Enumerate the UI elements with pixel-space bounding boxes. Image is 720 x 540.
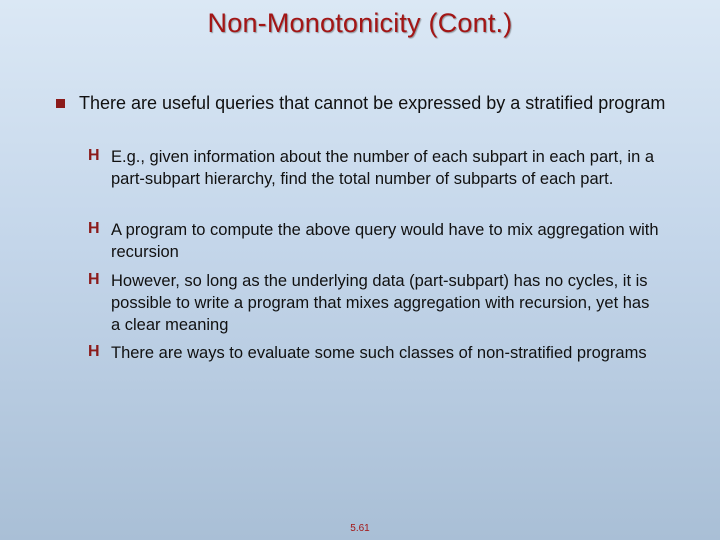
sub-bullet-text: E.g., given information about the number of each subpart in each part, in a part-subpart hierarchy, find the total number of subparts of each part. xyxy=(111,148,655,188)
sub-bullet-text: However, so long as the underlying data (part-subpart) has no cycles, it is possible to write a program that mixes aggregation with recursion, yet has a clear meaning xyxy=(111,272,650,334)
sub-bullet-text: There are ways to evaluate some such classes of non-stratified programs xyxy=(111,344,647,362)
sub-bullet-item xyxy=(88,146,663,190)
sub-bullet-icon: H xyxy=(88,220,100,237)
sub-bullet-item xyxy=(88,219,663,263)
square-bullet-icon xyxy=(56,99,65,108)
bullet-text: There are useful queries that cannot be expressed by a stratified program xyxy=(79,93,666,113)
sub-bullet-item xyxy=(88,342,663,364)
sub-bullet-item xyxy=(88,270,663,336)
sub-bullet-icon: H xyxy=(88,147,100,164)
sub-bullet-text: A program to compute the above query would have to mix aggregation with recursion xyxy=(111,221,659,261)
slide-number: 5.61 xyxy=(350,523,370,534)
sub-bullet-icon: H xyxy=(88,271,100,288)
slide-title: Non-Monotonicity (Cont.) xyxy=(207,8,513,38)
sub-bullet-icon: H xyxy=(88,343,100,360)
bullet-item xyxy=(56,92,676,115)
